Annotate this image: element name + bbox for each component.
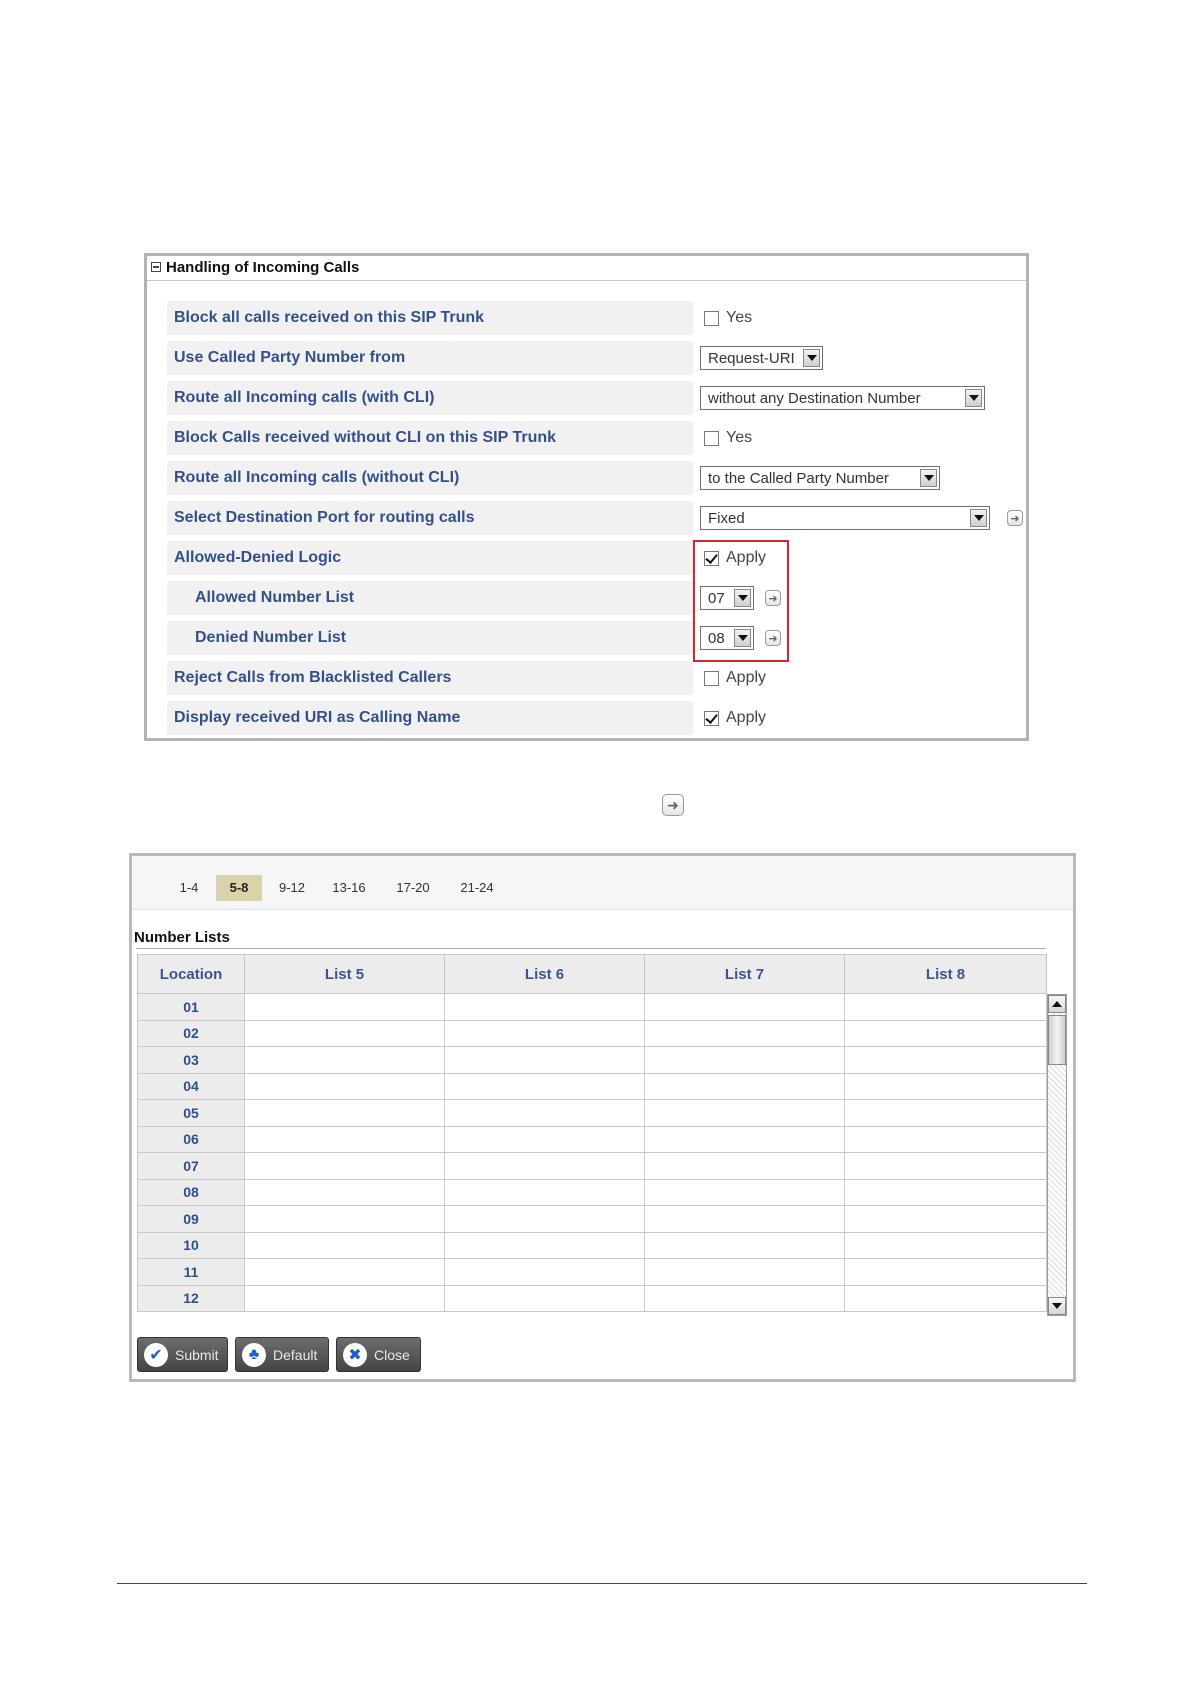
table-row: [138, 1047, 1047, 1074]
table-row: [138, 994, 1047, 1021]
list-cell[interactable]: [645, 1259, 845, 1286]
list-cell[interactable]: [245, 1153, 445, 1180]
list-cell[interactable]: [645, 994, 845, 1021]
table-header-row: [138, 955, 1047, 994]
vertical-scrollbar[interactable]: [1047, 994, 1067, 1316]
list-cell[interactable]: [645, 1153, 845, 1180]
list-cell[interactable]: [445, 1153, 645, 1180]
list-cell[interactable]: [845, 1126, 1047, 1153]
reject-blacklisted-checkbox[interactable]: [704, 671, 719, 686]
row-route-with-cli: [167, 381, 1007, 415]
table-row: [138, 1153, 1047, 1180]
list-cell[interactable]: [245, 1047, 445, 1074]
row-allowed-number-list: [167, 581, 1007, 615]
list-cell[interactable]: [845, 1020, 1047, 1047]
table-row: [138, 1073, 1047, 1100]
collapse-icon[interactable]: [151, 262, 161, 272]
panel-header[interactable]: [151, 257, 359, 277]
arrow-right-icon[interactable]: ➜: [765, 590, 781, 606]
list-cell[interactable]: [445, 1020, 645, 1047]
checkbox-label: Apply: [726, 669, 767, 686]
row-reject-blacklisted: [167, 661, 1007, 695]
list-cell[interactable]: [645, 1206, 845, 1233]
tab-5-8[interactable]: 5-8: [216, 875, 262, 901]
list-cell[interactable]: [245, 994, 445, 1021]
list-cell[interactable]: [445, 1100, 645, 1127]
checkbox-label: Apply: [726, 709, 767, 726]
chevron-down-icon[interactable]: [920, 469, 937, 487]
close-button[interactable]: [336, 1337, 421, 1372]
handling-incoming-calls-panel: [144, 253, 1029, 741]
table-row: [138, 1179, 1047, 1206]
list-cell[interactable]: [245, 1285, 445, 1312]
block-without-cli-checkbox[interactable]: [704, 431, 719, 446]
list-cell[interactable]: [645, 1100, 845, 1127]
table-row: [138, 1232, 1047, 1259]
list-cell[interactable]: [445, 1073, 645, 1100]
close-label: Close: [374, 1346, 410, 1363]
highlight-box: [693, 540, 789, 662]
number-lists-title: Number Lists: [134, 929, 230, 946]
location-cell: 10: [138, 1232, 245, 1259]
route-without-cli-select[interactable]: [700, 466, 940, 490]
list-cell[interactable]: [445, 1285, 645, 1312]
footer-rule: [117, 1583, 1087, 1584]
location-cell: 11: [138, 1259, 245, 1286]
tab-17-20[interactable]: 17-20: [396, 880, 430, 895]
list-cell[interactable]: [445, 1206, 645, 1233]
tab-1-4[interactable]: 1-4: [179, 880, 199, 895]
destination-port-select[interactable]: [700, 506, 990, 530]
field-label: Route all Incoming calls (without CLI): [167, 461, 693, 495]
list-cell[interactable]: [445, 1259, 645, 1286]
column-header-list-6: List 6: [445, 955, 645, 994]
default-icon: ♣: [242, 1343, 266, 1367]
tab-bar: [132, 856, 1073, 910]
table-row: [138, 1206, 1047, 1233]
select-value: 08: [708, 629, 725, 647]
location-cell: 12: [138, 1285, 245, 1312]
select-value: to the Called Party Number: [708, 469, 889, 487]
select-value: Request-URI: [708, 349, 795, 367]
field-label: Route all Incoming calls (with CLI): [167, 381, 693, 415]
list-cell[interactable]: [845, 1100, 1047, 1127]
field-label: Use Called Party Number from: [167, 341, 693, 375]
number-lists-panel: [129, 853, 1076, 1382]
submit-label: Submit: [175, 1346, 219, 1363]
arrow-right-icon[interactable]: ➜: [662, 794, 684, 816]
scroll-thumb[interactable]: [1048, 1015, 1066, 1065]
location-cell: 07: [138, 1153, 245, 1180]
close-icon: ✖: [343, 1343, 367, 1367]
row-block-all-calls: [167, 301, 1007, 335]
list-cell[interactable]: [245, 1232, 445, 1259]
table-row: [138, 1259, 1047, 1286]
field-label: Allowed Number List: [167, 581, 693, 615]
list-cell[interactable]: [845, 1153, 1047, 1180]
tab-13-16[interactable]: 13-16: [332, 880, 366, 895]
list-cell[interactable]: [845, 1073, 1047, 1100]
select-value: Fixed: [708, 509, 745, 527]
table-row: [138, 1100, 1047, 1127]
location-cell: 08: [138, 1179, 245, 1206]
table-row: [138, 1020, 1047, 1047]
location-cell: 02: [138, 1020, 245, 1047]
list-cell[interactable]: [645, 1179, 845, 1206]
called-party-number-select[interactable]: [700, 346, 823, 370]
scroll-up-icon[interactable]: [1048, 995, 1066, 1013]
scroll-down-icon[interactable]: [1048, 1297, 1066, 1315]
default-button[interactable]: [235, 1337, 329, 1372]
submit-button[interactable]: [137, 1337, 228, 1372]
list-cell[interactable]: [245, 1206, 445, 1233]
chevron-down-icon[interactable]: [965, 389, 982, 407]
location-cell: 04: [138, 1073, 245, 1100]
column-header-list-8: List 8: [845, 955, 1047, 994]
block-all-calls-checkbox[interactable]: [704, 311, 719, 326]
checkbox-label: Yes: [726, 429, 753, 446]
field-label: Block all calls received on this SIP Trunk: [167, 301, 693, 335]
list-cell[interactable]: [445, 1179, 645, 1206]
list-cell[interactable]: [845, 1259, 1047, 1286]
display-uri-checkbox[interactable]: [704, 711, 719, 726]
header-divider: [147, 280, 1026, 281]
row-block-without-cli: [167, 421, 1007, 455]
location-cell: 09: [138, 1206, 245, 1233]
chevron-down-icon[interactable]: [970, 509, 987, 527]
default-label: Default: [273, 1346, 318, 1363]
list-cell[interactable]: [645, 1020, 845, 1047]
tab-9-12[interactable]: 9-12: [278, 880, 306, 895]
list-cell[interactable]: [245, 1020, 445, 1047]
list-cell[interactable]: [845, 994, 1047, 1021]
list-cell[interactable]: [245, 1073, 445, 1100]
location-cell: 03: [138, 1047, 245, 1074]
table-row: [138, 1126, 1047, 1153]
select-value: without any Destination Number: [708, 389, 921, 407]
list-cell[interactable]: [245, 1100, 445, 1127]
field-label: Block Calls received without CLI on this SIP Trunk: [167, 421, 693, 455]
field-label: Allowed-Denied Logic: [167, 541, 693, 575]
list-cell[interactable]: [445, 1047, 645, 1074]
location-cell: 06: [138, 1126, 245, 1153]
field-label: Display received URI as Calling Name: [167, 701, 693, 735]
field-label: Denied Number List: [167, 621, 693, 655]
tab-21-24[interactable]: 21-24: [460, 880, 494, 895]
select-value: 07: [708, 589, 725, 607]
list-cell[interactable]: [845, 1285, 1047, 1312]
row-allowed-denied-logic: [167, 541, 1007, 575]
location-cell: 05: [138, 1100, 245, 1127]
list-cell[interactable]: [445, 1232, 645, 1259]
list-cell[interactable]: [645, 1232, 845, 1259]
list-cell[interactable]: [445, 994, 645, 1021]
list-cell[interactable]: [845, 1179, 1047, 1206]
column-header-list-7: List 7: [645, 955, 845, 994]
check-icon: ✔: [144, 1343, 168, 1367]
table-row: [138, 1285, 1047, 1312]
list-cell[interactable]: [245, 1126, 445, 1153]
list-cell[interactable]: [845, 1232, 1047, 1259]
list-cell[interactable]: [245, 1259, 445, 1286]
checkbox-label: Yes: [726, 309, 753, 326]
list-cell[interactable]: [645, 1073, 845, 1100]
row-denied-number-list: [167, 621, 1007, 655]
route-with-cli-select[interactable]: [700, 386, 985, 410]
panel-title: Handling of Incoming Calls: [166, 258, 360, 276]
list-cell[interactable]: [245, 1179, 445, 1206]
row-called-party-number-from: [167, 341, 1007, 375]
checkbox-label: Apply: [726, 549, 767, 566]
arrow-right-icon[interactable]: ➜: [765, 630, 781, 646]
list-cell[interactable]: [845, 1206, 1047, 1233]
chevron-down-icon[interactable]: [803, 349, 820, 367]
title-divider: [136, 948, 1046, 949]
row-destination-port: [167, 501, 1020, 535]
location-cell: 01: [138, 994, 245, 1021]
row-display-uri-calling-name: [167, 701, 1007, 735]
arrow-right-icon[interactable]: ➜: [1007, 510, 1023, 526]
field-label: Reject Calls from Blacklisted Callers: [167, 661, 693, 695]
list-cell[interactable]: [445, 1126, 645, 1153]
list-cell[interactable]: [645, 1126, 845, 1153]
column-header-list-5: List 5: [245, 955, 445, 994]
field-label: Select Destination Port for routing calls: [167, 501, 693, 535]
list-cell[interactable]: [645, 1285, 845, 1312]
list-cell[interactable]: [845, 1047, 1047, 1074]
number-lists-table: [137, 954, 1047, 1312]
list-cell[interactable]: [645, 1047, 845, 1074]
column-header-location: Location: [138, 955, 245, 994]
row-route-without-cli: [167, 461, 1007, 495]
